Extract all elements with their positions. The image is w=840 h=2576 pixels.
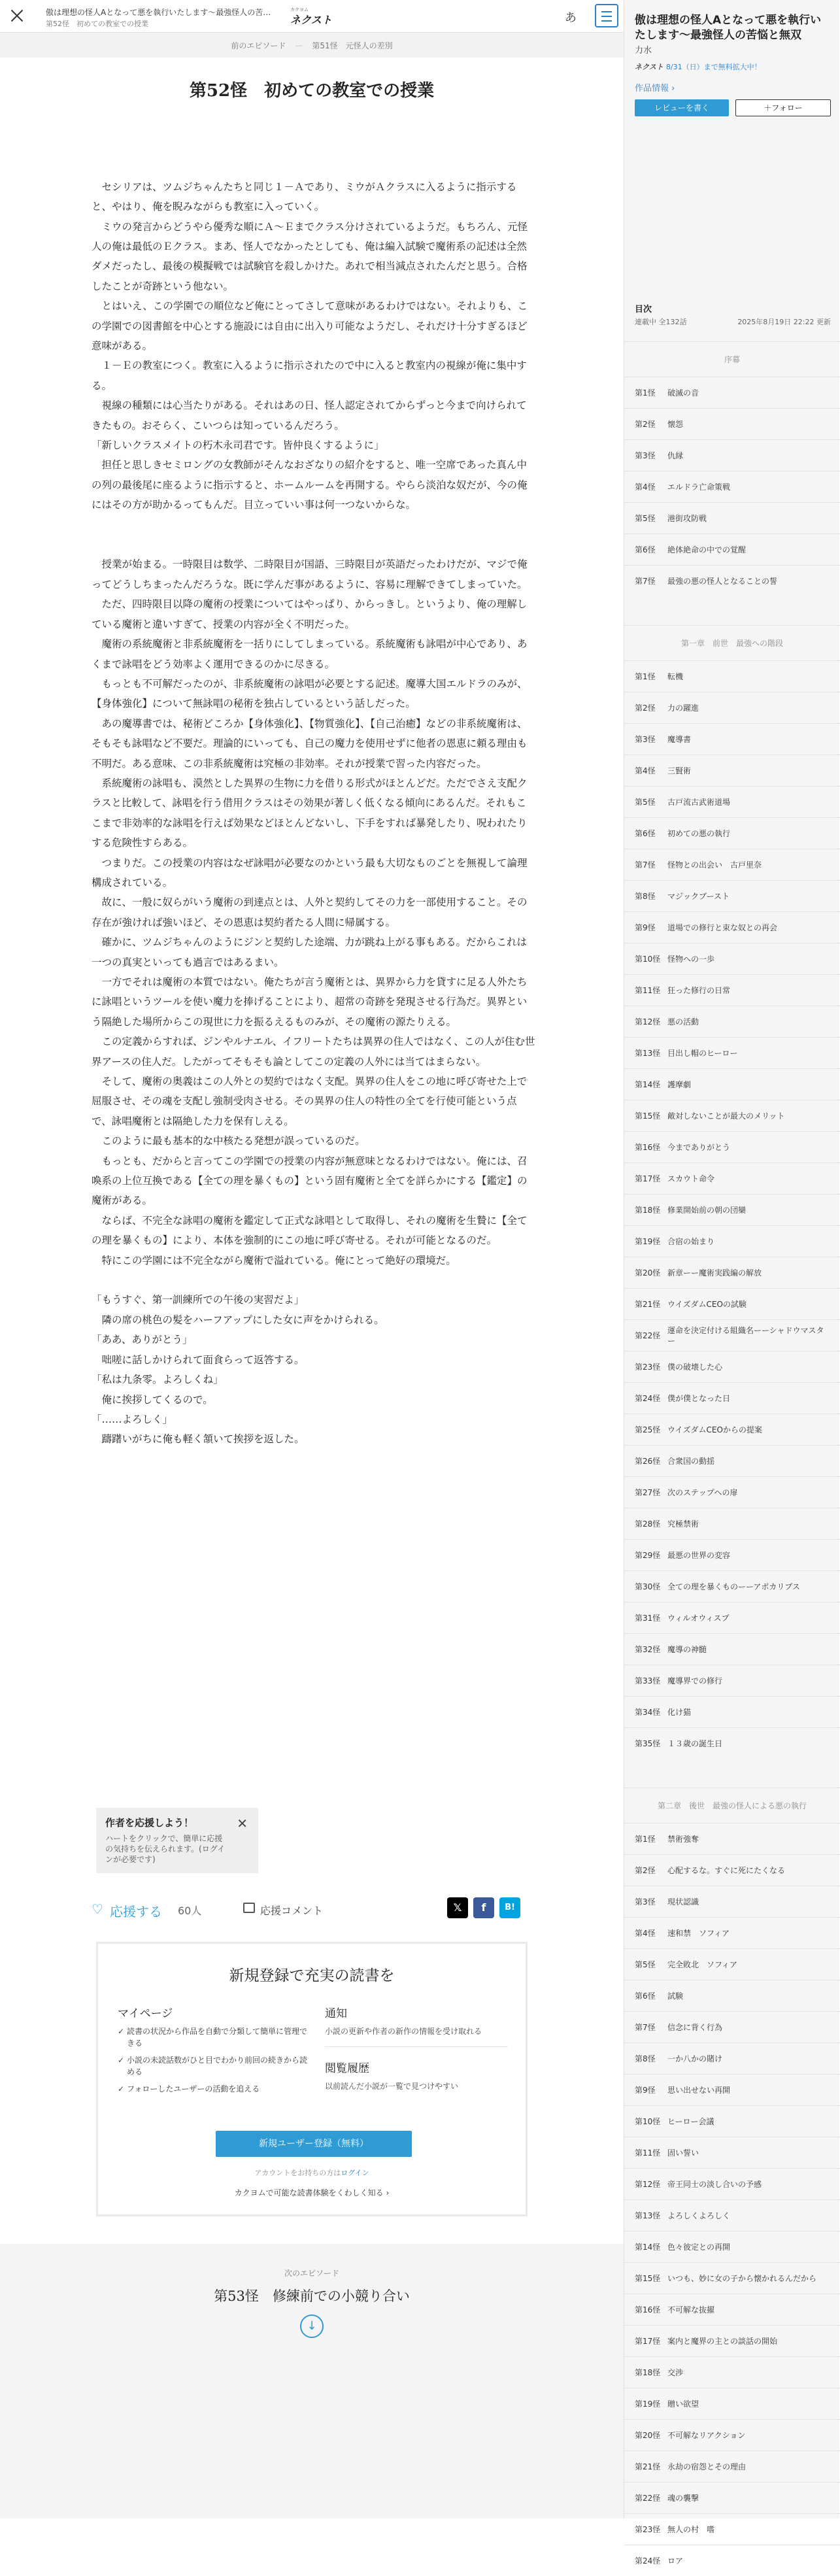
feature-column <box>325 2004 508 2113</box>
paragraph: もっとも、だからと言ってこの学園での授業の内容が無意味となるわけではない。俺には、召喚系の上位互換である【全ての理を暴くもの】という固有魔術と全てを詳らかにする【鑑定】の魔術がある。 <box>92 1155 528 1207</box>
header-work-title[interactable]: 傲は理想の怪人Aとなって悪を執行いたします〜最強怪人の苦… <box>46 8 271 17</box>
paragraph: このように最も基本的な中核たる発想が誤っているのだ。 <box>92 1135 365 1147</box>
learn-more-link[interactable]: カクヨムで可能な読書体験をくわしく知る › <box>234 2188 390 2197</box>
mypage-item: ✓ 小説の未読話数がひと目でわかり前回の続きから読める <box>118 2054 314 2078</box>
write-review-button[interactable]: レビューを書く <box>635 99 729 116</box>
sidebar <box>624 0 839 2566</box>
toc-episode-item[interactable]: 第6怪 絶体絶命の中での覚醒 <box>624 534 840 565</box>
paragraph: 特にこの学園には不完全ながら魔術で溢れている。俺にとって絶好の環境だ。 <box>92 1254 456 1266</box>
toc-episode-item[interactable]: 第19怪 合宿の始まり <box>624 1225 840 1257</box>
hatena-share-icon[interactable]: B! <box>499 1897 520 1918</box>
toc-episode-item[interactable]: 第5怪 古戸流古武術道場 <box>624 786 840 817</box>
toc-section-title: 序幕 <box>624 341 840 377</box>
toc-episode-item[interactable]: 第24怪 僕が僕となった日 <box>624 1382 840 1414</box>
episode-body <box>92 137 536 1449</box>
signup-panel <box>96 1942 528 2216</box>
toc-episode-item[interactable]: 第25怪 ウイズダムCEOからの提案 <box>624 1414 840 1445</box>
cheer-button[interactable]: 応援する <box>110 1904 162 1920</box>
toc-episode-item[interactable]: 第9怪 思い出せない再開 <box>624 2074 840 2105</box>
prev-episode-link[interactable]: 前のエピソード <box>231 41 286 50</box>
toc-episode-item[interactable]: 第7怪 信念に背く行為 <box>624 2011 840 2042</box>
sidebar-author[interactable]: 力水 <box>635 46 652 56</box>
toc-episode-item[interactable]: 第16怪 不可解な抜擢 <box>624 2294 840 2325</box>
toc-toggle-button[interactable] <box>595 4 618 27</box>
toc-episode-item[interactable]: 第11怪 狂った修行の日常 <box>624 974 840 1006</box>
paragraph: あの魔導書では、秘術どころか【身体強化】、【物質強化】、【自己治癒】などの非系統魔術は、そもそも詠唱など不要だ。理論的にいっても、自己の魔力を使用せずに他者の恩恵に頼る理由も不明だ。ある意味、この非系統魔術は究極の非効率。それが授業で習った内容だった。 <box>92 717 528 770</box>
paragraph: 咄嗟に話しかけられて面食らって返答する。 <box>92 1353 305 1366</box>
paragraph: ミウの発言からどうやら優秀な順にＡ～Ｅまでクラス分けされているようだ。もちろん、元怪人の俺は最低のＥクラス。まあ、怪人でなかったとしても、俺は編入試験で魔術系の記述は全然ダメだったし、最後の模擬戦では試験官を殺しかけた。あれで相当減点されたんだと思う。合格したことが奇跡という他ない。 <box>92 220 528 292</box>
paragraph: この定義からすれば、ジンやルナエル、イフリートたちは異界の住人ではなく、この人が住む世界アースの住人だ。したがってそもそも論としてこの定義の人外には当てはまらない。 <box>92 1036 535 1068</box>
toc-episode-item[interactable]: 第21怪 永劫の宿怨とその理由 <box>624 2450 840 2482</box>
paragraph: 躊躇いがちに俺も軽く頷いて挨拶を返した。 <box>92 1433 305 1446</box>
toc-episode-item[interactable]: 第19怪 贈い欲望 <box>624 2388 840 2419</box>
toc-episode-item[interactable]: 第18怪 交渉 <box>624 2356 840 2388</box>
toc-episode-item[interactable]: 第13怪 目出し帽のヒーロー <box>624 1037 840 1068</box>
paragraph: 故に、一般に奴らがいう魔術の到達点とは、人外と契約してその力を一部使用すること。その存在が強ければ強いほど、その恩恵は契約者たる人間に帰属する。 <box>92 896 528 928</box>
font-settings-button[interactable]: あ <box>565 11 577 25</box>
login-link[interactable]: ログイン <box>341 2169 369 2177</box>
toc-episode-item[interactable]: 第24怪 ロア <box>624 2545 840 2576</box>
history-text: 以前読んだ小説が一覧で見つけやすい <box>325 2082 459 2091</box>
toc-episode-item[interactable]: 第23怪 無人の村 嗜 <box>624 2513 840 2545</box>
promo-line: ネクスト 8/31（日）まで無料拡大中！ <box>635 63 762 71</box>
action-bar <box>92 1897 536 1921</box>
toc-episode-item[interactable]: 第34怪 化け猫 <box>624 1696 840 1727</box>
mypage-item: ✓ 読書の状況から作品を自動で分類して簡単に管理できる <box>118 2025 314 2049</box>
top-bar <box>0 0 624 33</box>
toc-episode-item[interactable]: 第15怪 いつも、妙に女の子から懐かれるんだから <box>624 2262 840 2294</box>
close-icon[interactable] <box>9 8 25 24</box>
toc-episode-item[interactable]: 第7怪 怪物との出会い 古戸里奈 <box>624 849 840 880</box>
login-line: アカウントをお持ちの方はログイン <box>254 2169 369 2177</box>
comment-button[interactable]: 応援コメント <box>260 1905 324 1917</box>
toc-episode-item[interactable]: 第5怪 港街攻防戦 <box>624 502 840 534</box>
paragraph: つまりだ。この授業の内容はなぜ詠唱が必要なのかという最も大切なものごとを無視して論理構成されている。 <box>92 856 528 889</box>
toc-episode-item[interactable]: 第23怪 僕の破壊した心 <box>624 1351 840 1382</box>
toc-episode-item[interactable]: 第22怪 魂の襲撃 <box>624 2482 840 2513</box>
toc-episode-item[interactable]: 第2怪 力の躍進 <box>624 692 840 723</box>
signup-title: 新規登録で充実の読書を <box>229 1967 395 1984</box>
toc-episode-item[interactable]: 第14怪 色々彼定との再開 <box>624 2231 840 2262</box>
header-episode-title: 第52怪 初めての教室での授業 <box>46 20 148 28</box>
history-title: 閲覧履歴 <box>325 2062 369 2075</box>
support-tooltip <box>96 1808 258 1873</box>
toc-episode-item[interactable]: 第11怪 固い誓い <box>624 2137 840 2168</box>
paragraph <box>92 535 536 554</box>
next-episode-title[interactable]: 第53怪 修練前での小競り合い <box>214 2288 410 2304</box>
nav-separator: ー <box>295 41 303 50</box>
paragraph: ただ、四時限目以降の魔術の授業についてはやっぱり、からっきし。というより、俺の理解している魔術と違いすぎて、授業の内容が全く不明だった。 <box>92 598 528 630</box>
toc-episode-item[interactable]: 第20怪 不可解なリアクション <box>624 2419 840 2450</box>
paragraph: 「……よろしく」 <box>92 1413 173 1425</box>
episode-nav <box>0 33 624 58</box>
paragraph: 系統魔術の詠唱も、漠然とした異界の生物に力を借りる形式がほとんどだ。ただでさえ支配クラスと比較して、詠唱を行う借用クラスはその効果が著しく低くなる傾向にあるんだ。それもここまで非効率的な詠唱を行えば効果などほとんどないし、下手をすれば暴発したり、呪われたりする危険性すらある。 <box>92 777 528 849</box>
toc-episode-item[interactable]: 第3怪 仇縁 <box>624 439 840 471</box>
toc-episode-item[interactable]: 第30怪 全ての理を暴くものーーアポカリプス <box>624 1570 840 1602</box>
toc-episode-item[interactable]: 第1怪 破滅の音 <box>624 377 840 408</box>
paragraph: 隣の席の桃色の髪をハーフアップにした女に声をかけられる。 <box>92 1313 384 1326</box>
toc-episode-item[interactable]: 第14怪 護摩劇 <box>624 1068 840 1100</box>
toc-episode-item[interactable]: 第13怪 よろしくよろしく <box>624 2199 840 2231</box>
toc-episode-item[interactable]: 第10怪 ヒーロー会議 <box>624 2105 840 2137</box>
paragraph: 「新しいクラスメイトの朽木永司君です。皆仲良くするように」 <box>92 439 384 452</box>
work-info-link[interactable]: 作品情報 › <box>635 84 675 93</box>
toc-episode-item[interactable]: 第5怪 完全敗北 ソフィア <box>624 1948 840 1980</box>
toc-episode-item[interactable]: 第18怪 修業開始前の朝の団欒 <box>624 1194 840 1225</box>
mypage-title: マイページ <box>118 2007 173 2020</box>
support-desc: ハートをクリックで、簡単に応援の気持ちを伝えられます。(ログインが必要です) <box>105 1834 226 1864</box>
toc-episode-item[interactable]: 第17怪 スカウト命令 <box>624 1162 840 1194</box>
follow-button[interactable]: ＋フォロー <box>735 99 831 116</box>
paragraph: 俺に挨拶してくるので。 <box>92 1393 213 1406</box>
toc-episode-item[interactable]: 第29怪 最悪の世界の変容 <box>624 1539 840 1570</box>
toc-episode-item[interactable]: 第31怪 ウィルオウィスプ <box>624 1602 840 1633</box>
paragraph: 魔術の系統魔術と非系統魔術を一括りにしてしまっている。系統魔術も詠唱が中心であり、あくまで詠唱をどう効率よく運用できるのかに尽きる。 <box>92 638 528 670</box>
toc-episode-item[interactable]: 第6怪 初めての悪の執行 <box>624 817 840 849</box>
heart-icon[interactable]: ♡ <box>92 1901 103 1917</box>
toc-episode-item[interactable]: 第9怪 道場での修行と束な奴との再会 <box>624 911 840 943</box>
toc-episode-item[interactable]: 第20怪 新章ーー魔術実践編の解放 <box>624 1257 840 1288</box>
toc-episode-item[interactable]: 第17怪 案内と魔界の主との談話の開始 <box>624 2325 840 2356</box>
site-logo[interactable]: カクヨム ネクスト <box>290 7 332 26</box>
toc-episode-item[interactable]: 第2怪 心配するな。すぐに死にたくなる <box>624 1854 840 1886</box>
notify-text: 小説の更新や作者の新作の情報を受け取れる <box>325 2025 508 2047</box>
toc-episode-item[interactable]: 第33怪 魔導界での修行 <box>624 1665 840 1696</box>
paragraph: 「もうすぐ、第一訓練所での午後の実習だよ」 <box>92 1294 305 1306</box>
toc-episode-item[interactable]: 第15怪 敵対しないことが最大のメリット <box>624 1100 840 1131</box>
paragraph: ならば、不完全な詠唱の魔術を鑑定して正式な詠唱として取得し、それの魔術を生贄に【全ての理を暴くもの】により、本体を強制的にこの地に呼び寄せる。それが可能となるのだ。 <box>92 1214 528 1247</box>
paragraph: 確かに、ツムジちゃんのようにジンと契約した途端、力が跳ね上がる事もある。だからこれは一つの真実といっても過言ではあるまい。 <box>92 936 527 968</box>
toc-episode-item[interactable]: 第27怪 次のステップへの扉 <box>624 1476 840 1508</box>
toc-episode-item[interactable]: 第21怪 ウイズダムCEOの試験 <box>624 1288 840 1319</box>
toc-episode-item[interactable]: 第6怪 試験 <box>624 1980 840 2011</box>
mypage-item: ✓ フォローしたユーザーの活動を追える <box>118 2083 314 2095</box>
toc-section-title: 第一章 前世 最強への階段 <box>624 625 840 660</box>
toc-episode-item[interactable]: 第26怪 合衆国の動揺 <box>624 1445 840 1476</box>
paragraph <box>92 515 536 535</box>
toc-episode-item[interactable]: 第8怪 一か八かの賭け <box>624 2042 840 2074</box>
toc-episode-item[interactable]: 第28怪 究極禁術 <box>624 1508 840 1539</box>
toc-episode-item[interactable]: 第12怪 帝王同士の淡し合いの予感 <box>624 2168 840 2199</box>
toc-title: 目次 <box>635 305 652 314</box>
paragraph <box>92 137 536 157</box>
toc-episode-item[interactable]: 第3怪 魔導書 <box>624 723 840 754</box>
toc-episode-item[interactable]: 第8怪 マジックブースト <box>624 880 840 911</box>
paragraph: 授業が始まる。一時限目は数学、二時限目が国語、三時限目が英語だったわけだが、マジで俺ってどうしちまったんだろうな。既に学んだ事があるように、容易に理解できてしまっていた。 <box>92 558 528 590</box>
paragraph: 「私は九条零。よろしくね」 <box>92 1374 224 1386</box>
paragraph <box>92 157 536 177</box>
paragraph <box>92 1270 536 1290</box>
toc-episode-item[interactable]: 第16怪 今までありがとう <box>624 1131 840 1162</box>
toc-meta: 連載中 全132話 2025年8月19日 22:22 更新 <box>635 318 831 326</box>
close-icon[interactable]: ✕ <box>237 1816 248 1831</box>
paragraph: もっとも不可解だったのが、非系統魔術の詠唱が必要とする記述。魔導大国エルドラのみが、【身体強化】について無詠唱の秘術を独占しているという話しだった。 <box>92 677 528 710</box>
notify-title: 通知 <box>325 2007 347 2020</box>
paragraph: そして、魔術の奥義はこの人外との契約ではなく支配。異界の住人をこの地に呼び寄せた上で屈服させ、その魂を支配し強制受肉させる。その異界の住人の特性の全てを行使可能という点で、詠唱魔術とは隔絶した力を保有しえる。 <box>92 1076 528 1127</box>
mypage-column <box>118 2004 314 2100</box>
toc-section-title: 第二章 後世 最強の怪人による悪の執行 <box>624 1788 840 1823</box>
toc-episode-item[interactable]: 第4怪 三賢術 <box>624 754 840 786</box>
toc-episode-item[interactable]: 第4怪 速和禁 ソフィア <box>624 1917 840 1948</box>
paragraph: セシリアは、ツムジちゃんたちと同じ１－Ａであり、ミウがＡクラスに入るように指示すると、やはり、俺を睨みながらも教室に入っていく。 <box>92 180 517 213</box>
toc-episode-item[interactable]: 第1怪 禁術強奪 <box>624 1823 840 1854</box>
toc-episode-item[interactable]: 第3怪 現状認識 <box>624 1886 840 1917</box>
paragraph: 担任と思しきセミロングの女教師がそんなおざなりの紹介をすると、唯一空席であった真ん中の列の最後尾に座るように指示すると、ホームルームを再開する。やらら淡泊な奴だが、今の俺にはその方が助かるってもんだ。目立っていい事は何一つないからな。 <box>92 459 528 511</box>
cheer-count[interactable]: 60人 <box>178 1905 202 1917</box>
comment-icon[interactable] <box>243 1903 255 1913</box>
episode-title: 第52怪 初めての教室での授業 <box>189 81 435 101</box>
toc-episode-item[interactable]: 第35怪 １３歳の誕生日 <box>624 1727 840 1759</box>
support-title: 作者を応援しよう！ <box>105 1817 194 1829</box>
register-button[interactable]: 新規ユーザー登録（無料） <box>216 2131 412 2157</box>
paragraph: 視線の種類には心当たりがある。それはあの日、怪人認定されてからずっと今まで向けられてきたもの。おそらく、こいつらは知っているんだろう。 <box>92 399 527 432</box>
toc-episode-item[interactable]: 第12怪 悪の活動 <box>624 1006 840 1037</box>
x-share-icon[interactable]: 𝕏 <box>447 1897 468 1918</box>
next-episode-label: 次のエピソード <box>284 2269 339 2278</box>
paragraph: とはいえ、この学園での順位など俺にとってさして意味があるわけではない。それよりも、この学園での図書館を中心とする施設には自由に出入り可能なようだし、それだけ十分すぎるほど意味がある。 <box>92 300 528 352</box>
paragraph: 一方でそれは魔術の本質ではない。俺たちが言う魔術とは、異界から力を貸すに足る人外たちに詠唱というツールを使い魔力を捧げることにより、超常の奇跡を発現させる行為だ。異界という隔絶した場所からこの現世に力を振るえるものみが、その魔術の源たりえる。 <box>92 976 528 1028</box>
sidebar-work-title[interactable]: 傲は理想の怪人Aとなって悪を執行いたします〜最強怪人の苦悩と無双 <box>635 14 822 42</box>
prev-episode-title[interactable]: 第51怪 元怪人の差別 <box>312 41 393 50</box>
toc-episode-item[interactable]: 第7怪 最強の悪の怪人となることの誓 <box>624 565 840 596</box>
next-episode-box <box>0 2244 624 2518</box>
toc-episode-item[interactable]: 第1怪 転機 <box>624 660 840 692</box>
toc-episode-item[interactable]: 第22怪 運命を決定付ける組織名ーーシャドウマスター <box>624 1319 840 1351</box>
toc-episode-item[interactable]: 第10怪 怪物への一歩 <box>624 943 840 974</box>
toc-episode-item[interactable]: 第32怪 魔導の神髄 <box>624 1633 840 1665</box>
toc-list <box>624 341 840 2576</box>
paragraph: １－Ｅの教室につく。教室に入るように指示されたので中に入ると教室内の視線が俺に集中する。 <box>92 360 527 392</box>
facebook-share-icon[interactable]: f <box>473 1897 494 1918</box>
toc-episode-item[interactable]: 第2怪 懐怨 <box>624 408 840 439</box>
paragraph: 「ああ、ありがとう」 <box>92 1334 193 1346</box>
toc-episode-item[interactable]: 第4怪 エルドラ亡命策戦 <box>624 471 840 502</box>
arrow-down-icon[interactable]: ↓ <box>300 2314 324 2338</box>
